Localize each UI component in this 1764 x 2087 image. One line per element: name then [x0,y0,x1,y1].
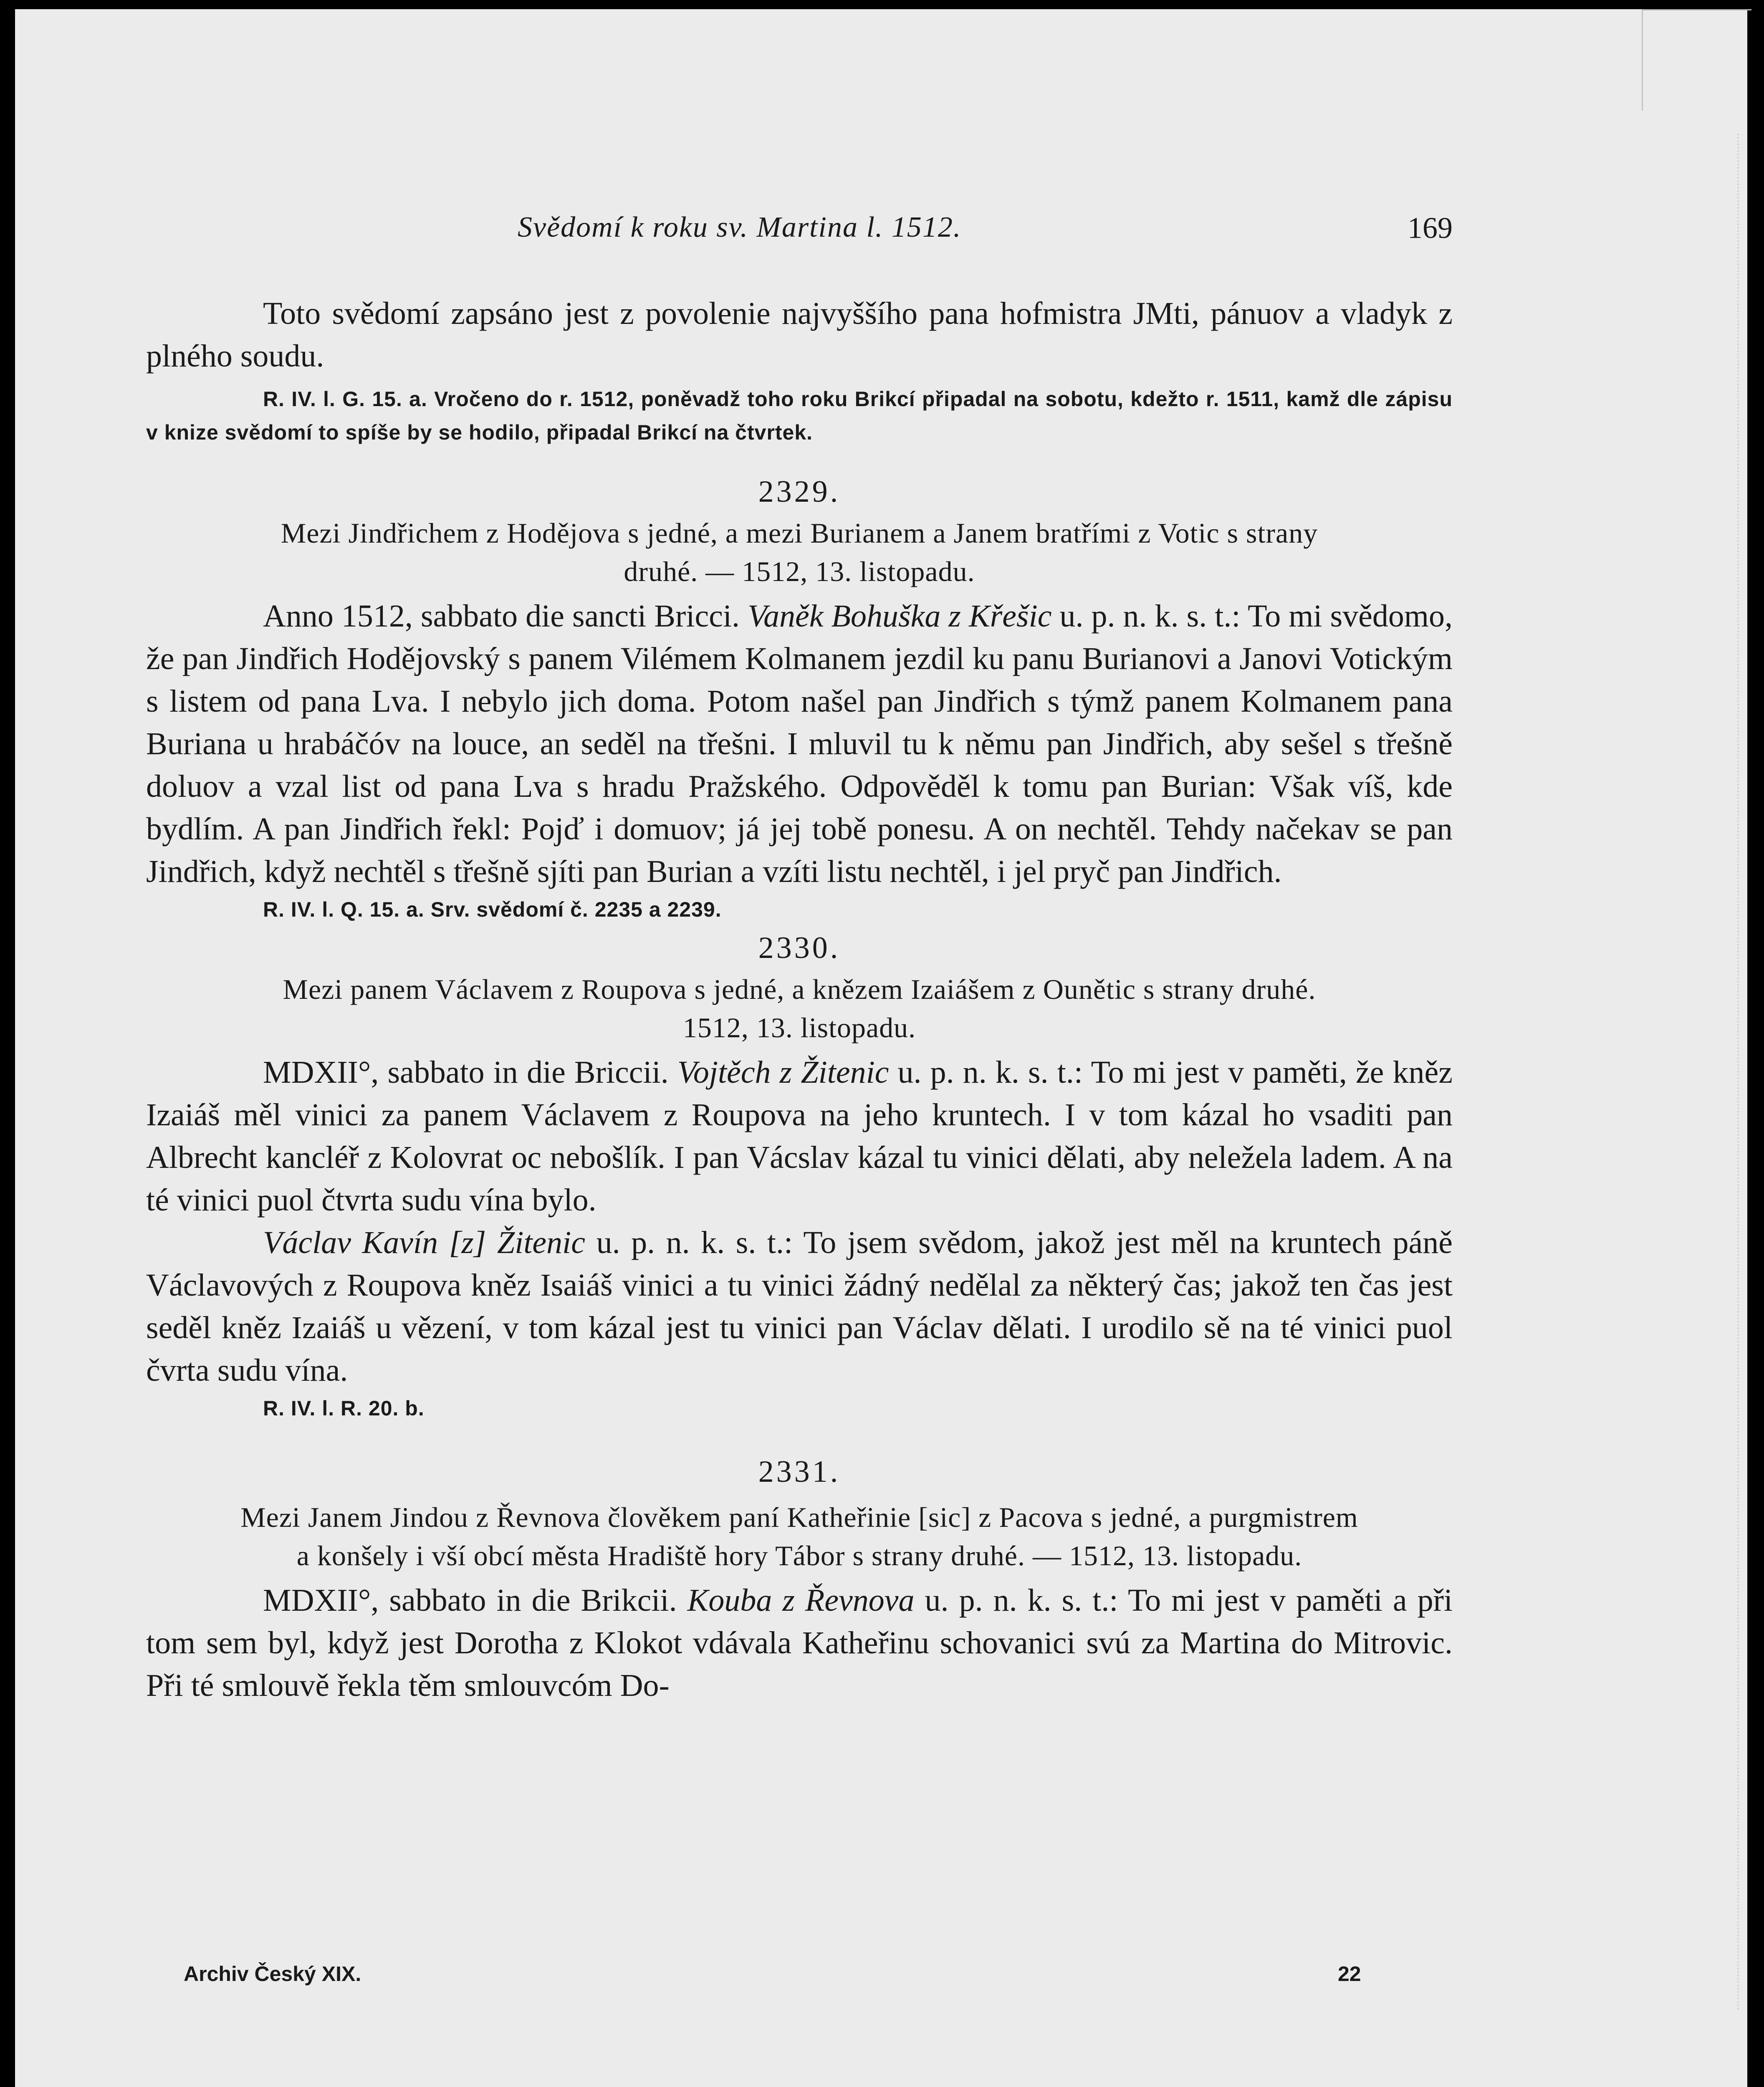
entry-text: Anno 1512, sabbato die sancti Bricci. [263,599,748,634]
entry-text: MDXII°, sabbato in die Briccii. [263,1055,677,1090]
entry-paragraph [146,1221,1453,1392]
witness-name: Vojtěch z Žitenic [677,1055,889,1090]
entry-heading-line: Mezi Janem Jindou z Řevnova člověkem paní Katheřinie [sic] z Pacova s jedné, a purgmistrem [240,1501,1358,1533]
intro-note-text: R. IV. l. G. 15. a. Vročeno do r. 1512, poněvadž toho roku Brikcí připadal na sobotu, kdežto r. 1511, kamž dle zápisu v knize svědomí to spíše by se hodilo, připadal Brikcí na čtvrtek. [146,387,1453,444]
entry-text: MDXII°, sabbato in die Brikcii. [263,1583,687,1618]
entry-heading-line: Mezi panem Václavem z Roupova s jedné, a knězem Izaiášem z Ounětic s strany druhé. [283,973,1316,1005]
entry-text: u. p. n. k. s. t.: To jsem svědom, jakož jest měl na kruntech páně Václavových z Roupova kněz Isaiáš vinici a tu vinici žádný nedělal za některý čas; jakož ten čas jest seděl kněz Izaiáš u vězení, v tom kázal jest tu vinici pan Václav dělati. I urodilo sě na té vinici puol čvrta sudu vína. [146,1225,1453,1388]
running-header [518,211,1453,253]
witness-name: Kouba z Řevnova [687,1583,915,1618]
entry-heading-line: a konšely i vší obcí města Hradiště hory Tábor s strany druhé. — 1512, 13. listopadu. [296,1540,1302,1572]
source-note: R. IV. l. Q. 15. a. Srv. svědomí č. 2235 a 2239. [263,898,722,921]
entry-number: 2331. [758,1455,841,1489]
entry-text: u. p. n. k. s. t.: To mi svědomo, že pan Jindřich Hodějovský s panem Vilémem Kolmanem jezdil ku panu Burianovi a Janovi Votickým s listem od pana Lva. I nebylo jich doma. Potom našel pan Jindřich s týmž panem Kolmanem pana Buriana u hrabáčóv na louce, an seděl na třešni. I mluvil tu k němu pan Jindřich, aby sešel s třešně doluov a vzal list od pana Lva s hradu Pražského. Odpověděl k tomu pan Burian: Však víš, kde bydlím. A pan Jindřich řekl: Pojď i domuov; já jej tobě ponesu. A on nechtěl. Tehdy načekav se pan Jindřich, když nechtěl s třešně sjíti pan Burian a vzíti listu nechtěl, i jel pryč pan Jindřich. [146,599,1453,889]
entry-paragraph [146,595,1453,893]
entry-text: u. p. n. k. s. t.: To mi jest v paměti a při tom sem byl, když jest Dorotha z Klokot vdávala Katheřinu schovanici svú za Martina do Mitrovic. Při té smlouvě řekla těm smlouvcóm Do- [146,1583,1453,1703]
footer-signature: Archiv Český XIX. [184,1962,361,1986]
entry-text: u. p. n. k. s. t.: To mi jest v paměti, že kněz Izaiáš měl vinici za panem Václavem z Roupova na jeho kruntech. I v tom kázal ho vsaditi pan Albrecht kancléř z Kolovrat oc nebošlík. I pan Vácslav kázal tu vinici dělati, aby neležela ladem. A na té vinici puol čtvrta sudu vína bylo. [146,1055,1453,1218]
entry-heading-line: 1512, 13. listopadu. [682,1012,916,1044]
running-title: Svědomí k roku sv. Martina l. 1512. [518,211,962,243]
witness-name: Václav Kavín [z] Žitenic [263,1225,586,1260]
scan-edge-marks [1642,9,1751,111]
footer-sheet-number: 22 [1338,1962,1361,1986]
witness-name: Vaněk Bohuška z Křešic [748,599,1052,634]
entry-number: 2329. [758,475,841,509]
page-number: 169 [1408,211,1453,245]
intro-note [146,382,1453,449]
intro-paragraph: Toto svědomí zapsáno jest z povolenie najvyššího pana hofmistra JMti, pánuov a vladyk z plného soudu. [146,296,1453,374]
source-note: R. IV. l. R. 20. b. [263,1397,425,1420]
entry-paragraph [146,1051,1453,1221]
entry-paragraph [146,1579,1453,1707]
entry-heading-line: druhé. — 1512, 13. listopadu. [624,556,975,587]
main-column [146,292,1453,1707]
scan-edge-dots [1732,134,1739,2012]
entry-number: 2330. [758,931,841,965]
entry-heading-line: Mezi Jindřichem z Hodějova s jedné, a mezi Burianem a Janem bratřími z Votic s strany [281,517,1318,549]
